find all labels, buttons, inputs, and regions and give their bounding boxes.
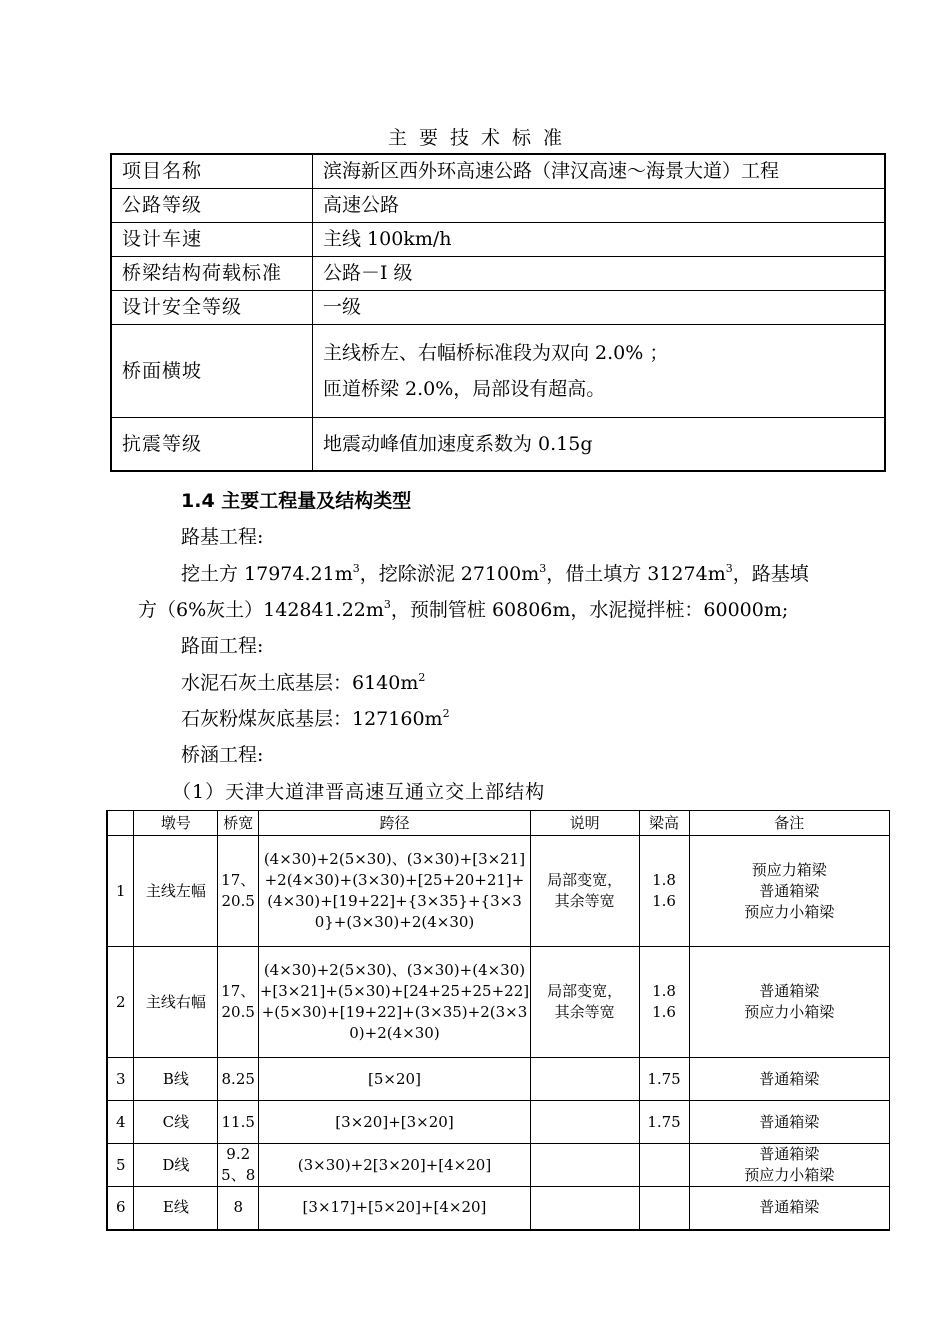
pavement-label: 路面工程: [181, 635, 264, 657]
bridge-remark [689, 836, 890, 947]
bridge-span: (4×30)+2(5×30)、(3×30)+(4×30)+[3×21]+(5×30)+[24+25+25+22]+(5×30)+[19+22]+(3×35)+2(3×30)+2(4×30) [259, 947, 531, 1058]
bridge-remark: 普通箱梁 [689, 1187, 890, 1230]
remark-line: 普通箱梁 [759, 1145, 820, 1163]
roadbed-text: ，预制管桩 60806m，水泥搅拌桩：60000m; [390, 599, 789, 621]
bridge-width: 11.5 [218, 1101, 259, 1144]
bridge-name: C线 [134, 1101, 218, 1144]
superscript: 3 [725, 562, 733, 575]
beam-height [639, 947, 689, 1058]
bridge-width: 17、20.5 [218, 947, 259, 1058]
bridge-name: 主线右幅 [134, 947, 218, 1058]
superscript: 3 [352, 562, 360, 575]
standard-key: 公路等级 [111, 189, 313, 223]
row-number: 6 [107, 1187, 134, 1230]
bridge-note [530, 836, 639, 947]
bridge-span: [5×20] [259, 1058, 531, 1101]
bridge-width: 9.25、8 [218, 1144, 259, 1187]
column-header: 说明 [530, 811, 639, 836]
bridge-span: (3×30)+2[3×20]+[4×20] [259, 1144, 531, 1187]
standard-key: 桥面横坡 [111, 325, 313, 418]
table-row [107, 1187, 890, 1230]
height-line: 1.8 [652, 871, 676, 889]
beam-height [639, 836, 689, 947]
table-row [111, 325, 885, 418]
remark-line: 预应力小箱梁 [744, 1166, 835, 1184]
table-row [111, 189, 885, 223]
column-header: 跨径 [259, 811, 531, 836]
roadbed-text: 挖土方 17974.21m [181, 563, 353, 585]
remark-line: 普通箱梁 [759, 982, 820, 1000]
bridge-remark: 普通箱梁 [689, 1058, 890, 1101]
table-row [107, 947, 890, 1058]
row-number: 2 [107, 947, 134, 1058]
standard-key: 项目名称 [111, 154, 313, 189]
standard-value: 一级 [313, 291, 886, 325]
bridge-remark [689, 1144, 890, 1187]
roadbed-text: ，挖除淤泥 27100m [359, 563, 540, 585]
beam-height: 1.75 [639, 1058, 689, 1101]
superscript: 3 [539, 562, 547, 575]
bridge-name: B线 [134, 1058, 218, 1101]
section-heading: 1.4 主要工程量及结构类型 [181, 490, 412, 512]
table-row [111, 154, 885, 189]
bridge-structure-table [106, 810, 890, 1231]
note-line: 局部变宽， [547, 982, 623, 1000]
note-line: 其余等宽 [554, 892, 615, 910]
bridge-span: (4×30)+2(5×30)、(3×30)+[3×21]+2(4×30)+(3×30)+[25+20+21]+(4×30)+[19+22]+{3×35}+{3×30}+(3×30)+2(4×30) [259, 836, 531, 947]
remark-line: 预应力小箱梁 [744, 1003, 835, 1021]
remark-line: 预应力小箱梁 [744, 902, 835, 921]
bridge-note [530, 1187, 639, 1230]
note-line: 局部变宽， [547, 871, 623, 889]
row-number: 5 [107, 1144, 134, 1187]
table-header-row [107, 811, 890, 836]
column-header: 梁高 [639, 811, 689, 836]
bridge-note [530, 1058, 639, 1101]
standard-value: 主线 100km/h [313, 223, 886, 257]
table-row [107, 1058, 890, 1101]
column-header: 墩号 [134, 811, 218, 836]
table-row [111, 418, 885, 472]
table-row [107, 1144, 890, 1187]
note-line: 其余等宽 [554, 1003, 615, 1021]
height-line: 1.6 [652, 892, 676, 910]
roadbed-text: ，借土填方 31274m [546, 563, 726, 585]
standard-value: 地震动峰值加速度系数为 0.15g [313, 418, 886, 472]
beam-height [639, 1144, 689, 1187]
bridge-remark [689, 947, 890, 1058]
column-header: 备注 [689, 811, 890, 836]
bridge-remark: 普通箱梁 [689, 1101, 890, 1144]
technical-standards-table [110, 153, 886, 472]
standard-value-line: 主线桥左、右幅桥标准段为双向 2.0% ； [323, 342, 669, 364]
bridge-subtitle: （1）天津大道津晋高速互通立交上部结构 [172, 781, 546, 803]
height-line: 1.6 [652, 1003, 676, 1021]
standard-value: 公路－Ⅰ 级 [313, 257, 886, 291]
column-header [107, 811, 134, 836]
bridge-name: D线 [134, 1144, 218, 1187]
pavement-item [181, 671, 425, 695]
table-row [111, 257, 885, 291]
roadbed-label: 路基工程: [181, 526, 264, 548]
page-title: 主要技术标准 [387, 127, 574, 149]
bridge-note [530, 1101, 639, 1144]
standard-key: 设计安全等级 [111, 291, 313, 325]
beam-height: 1.75 [639, 1101, 689, 1144]
bridge-name: E线 [134, 1187, 218, 1230]
standard-value [313, 325, 886, 418]
pavement-text: 水泥石灰土底基层：6140m [181, 672, 419, 694]
pavement-item [181, 707, 450, 731]
bridge-span: [3×17]+[5×20]+[4×20] [259, 1187, 531, 1230]
roadbed-text: 方（6%灰土）142841.22m [138, 599, 384, 621]
standard-value: 高速公路 [313, 189, 886, 223]
table-row [111, 291, 885, 325]
standard-key: 设计车速 [111, 223, 313, 257]
roadbed-line-1 [181, 562, 809, 586]
superscript: 3 [383, 598, 391, 611]
height-line: 1.8 [652, 982, 676, 1000]
roadbed-text: ，路基填 [732, 563, 809, 585]
table-row [107, 1101, 890, 1144]
pavement-text: 石灰粉煤灰底基层：127160m [181, 708, 443, 730]
bridge-name: 主线左幅 [134, 836, 218, 947]
superscript: 2 [442, 707, 450, 720]
beam-height [639, 1187, 689, 1230]
row-number: 3 [107, 1058, 134, 1101]
bridge-width: 8 [218, 1187, 259, 1230]
standard-value: 滨海新区西外环高速公路（津汉高速～海景大道）工程 [313, 154, 886, 189]
bridge-width: 8.25 [218, 1058, 259, 1101]
standard-key: 抗震等级 [111, 418, 313, 472]
bridge-note [530, 947, 639, 1058]
remark-line: 普通箱梁 [759, 881, 820, 900]
roadbed-line-2 [138, 598, 788, 622]
remark-line: 预应力箱梁 [751, 860, 827, 879]
row-number: 1 [107, 836, 134, 947]
bridge-label: 桥涵工程: [181, 744, 264, 766]
standard-value-line: 匝道桥梁 2.0%，局部设有超高。 [323, 378, 606, 400]
row-number: 4 [107, 1101, 134, 1144]
bridge-span: [3×20]+[3×20] [259, 1101, 531, 1144]
column-header: 桥宽 [218, 811, 259, 836]
bridge-width: 17、20.5 [218, 836, 259, 947]
table-row [107, 836, 890, 947]
bridge-note [530, 1144, 639, 1187]
table-row [111, 223, 885, 257]
standard-key: 桥梁结构荷载标准 [111, 257, 313, 291]
superscript: 2 [418, 671, 426, 684]
